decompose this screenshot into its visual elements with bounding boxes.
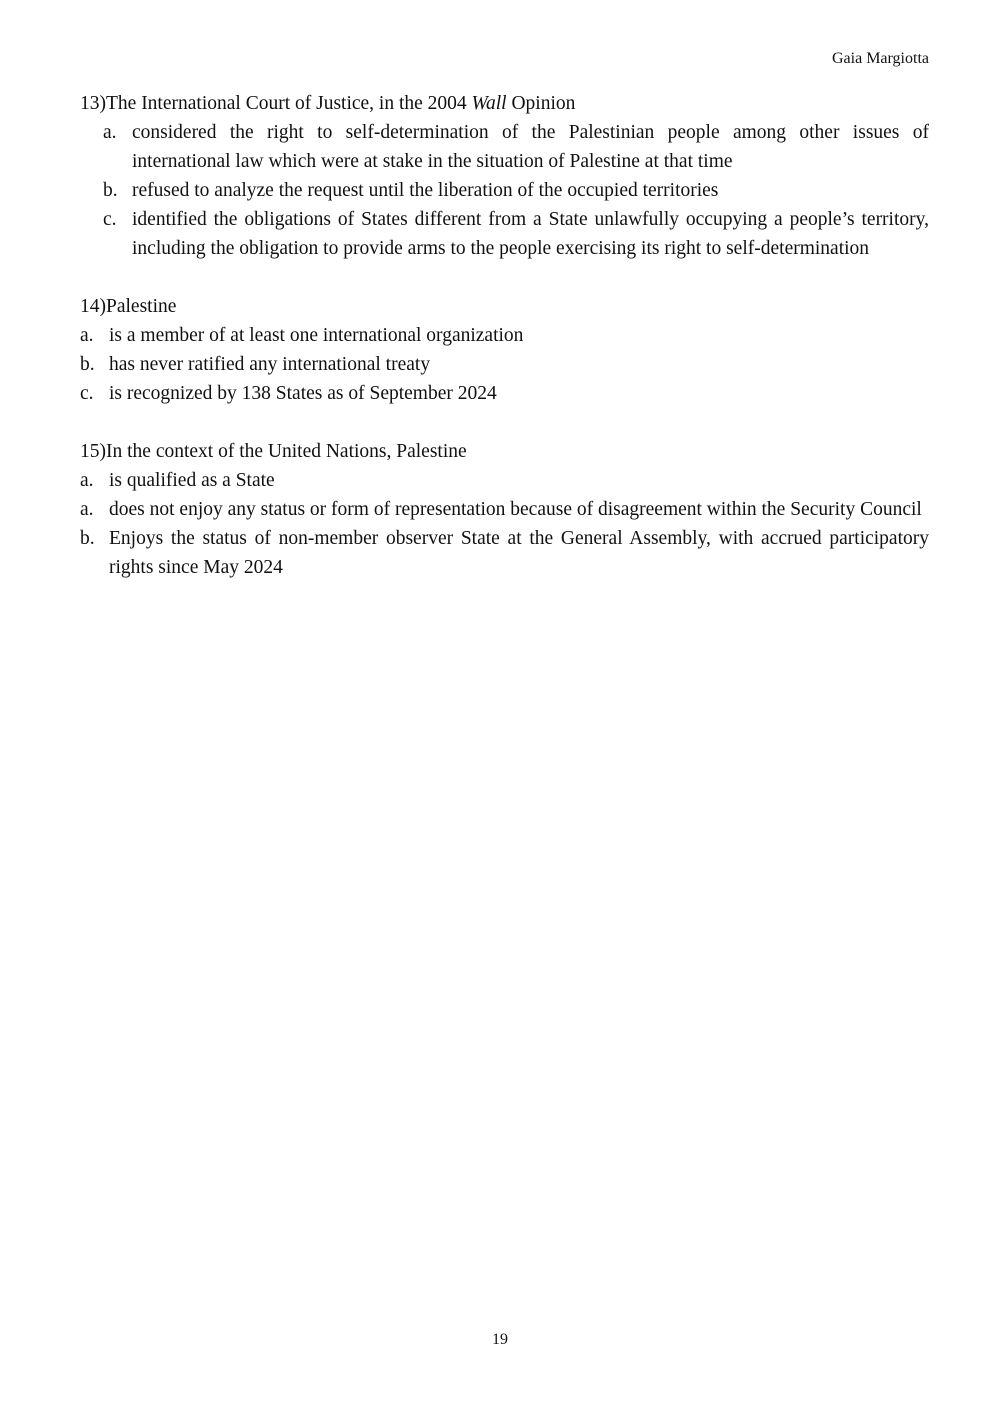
option-item	[80, 495, 929, 524]
option-letter: c.	[80, 383, 94, 404]
question-13	[80, 89, 929, 263]
option-letter: a.	[80, 470, 94, 491]
question-stem-italic: Wall	[471, 93, 507, 114]
option-list	[80, 118, 929, 263]
option-text: refused to analyze the request until the liberation of the occupied territories	[132, 180, 719, 201]
spacer	[80, 408, 929, 437]
question-stem-text-end: Opinion	[506, 93, 576, 114]
question-stem-text: The International Court of Justice, in the 2004	[106, 93, 472, 114]
option-letter: b.	[80, 528, 95, 549]
option-item	[80, 379, 929, 408]
page-header-author: Gaia Margiotta	[831, 50, 929, 67]
option-item	[80, 321, 929, 350]
option-item	[80, 466, 929, 495]
question-number: 15)	[80, 441, 106, 462]
option-list	[80, 321, 929, 408]
option-letter: b.	[80, 354, 95, 375]
option-list	[80, 466, 929, 582]
option-item	[103, 205, 929, 263]
option-item	[80, 350, 929, 379]
option-item	[103, 118, 929, 176]
option-item	[80, 524, 929, 582]
question-15	[80, 437, 929, 582]
option-letter: a.	[80, 325, 94, 346]
question-stem	[80, 292, 929, 321]
option-item	[103, 176, 929, 205]
option-text: identified the obligations of States different from a State unlawfully occupying a people’s territory, including the obligation to provide arms to the people exercising its right to self-determination	[132, 209, 929, 259]
option-letter: a.	[103, 122, 117, 143]
option-text: is a member of at least one international organization	[109, 325, 524, 346]
page-number: 19	[492, 1331, 508, 1348]
option-text: is recognized by 138 States as of September 2024	[109, 383, 497, 404]
option-text: has never ratified any international treaty	[109, 354, 431, 375]
option-letter: a.	[80, 499, 94, 520]
option-text: considered the right to self-determination of the Palestinian people among other issues of international law which were at stake in the situation of Palestine at that time	[132, 122, 929, 172]
question-number: 14)	[80, 296, 106, 317]
question-number: 13)	[80, 93, 106, 114]
option-text: does not enjoy any status or form of representation because of disagreement within the Security Council	[109, 499, 922, 520]
spacer	[80, 263, 929, 292]
question-stem	[80, 437, 929, 466]
question-stem-text: Palestine	[106, 296, 177, 317]
question-stem	[80, 89, 929, 118]
document-body	[80, 89, 929, 582]
option-text: is qualified as a State	[109, 470, 275, 491]
option-text: Enjoys the status of non-member observer State at the General Assembly, with accrued participatory rights since May 2024	[109, 528, 929, 578]
question-14	[80, 292, 929, 408]
option-letter: b.	[103, 180, 118, 201]
option-letter: c.	[103, 209, 117, 230]
question-stem-text: In the context of the United Nations, Palestine	[106, 441, 467, 462]
